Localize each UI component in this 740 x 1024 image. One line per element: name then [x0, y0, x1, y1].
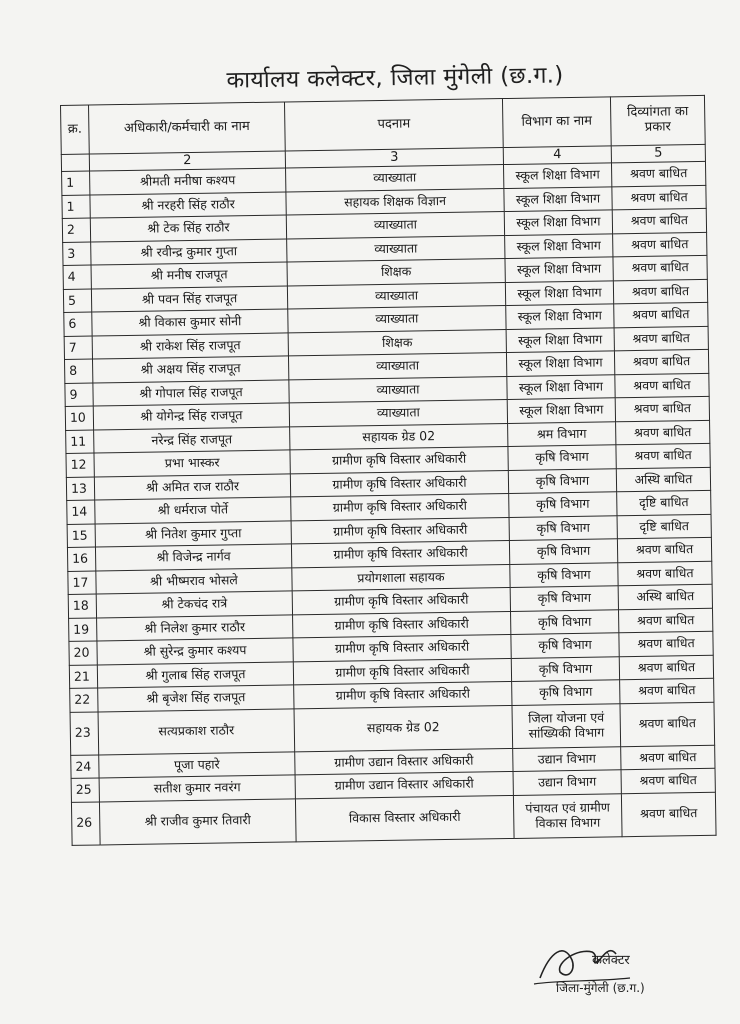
designation-cell: ग्रामीण कृषि विस्तार अधिकारी — [292, 587, 510, 614]
designation-cell: ग्रामीण कृषि विस्तार अधिकारी — [291, 494, 509, 521]
employee-name-cell: सत्यप्रकाश राठौर — [98, 708, 295, 754]
signature-line-1: कलेक्टर — [592, 953, 630, 968]
employee-name-cell: श्री बृजेश सिंह राजपूत — [98, 685, 294, 712]
employee-name-cell: श्री भीष्मराव भोसले — [96, 567, 292, 594]
department-cell: कृषि विभाग — [509, 539, 617, 564]
department-cell: स्कूल शिक्षा विभाग — [507, 398, 615, 423]
employee-name-cell: श्री विजेन्द्र नार्गव — [95, 544, 291, 571]
disability-type-cell: श्रवण बाधित — [614, 326, 708, 351]
employee-name-cell: श्री अक्षय सिंह राजपूत — [92, 356, 288, 383]
header-name: अधिकारी/कर्मचारी का नाम — [89, 102, 286, 154]
disability-type-cell: श्रवण बाधित — [612, 208, 706, 233]
employee-name-cell: प्रभा भास्कर — [94, 450, 290, 477]
serial-cell: 20 — [69, 641, 97, 665]
employee-name-cell: श्री टेक सिंह राठौर — [90, 215, 286, 242]
disability-type-cell: श्रवण बाधित — [620, 702, 715, 746]
serial-cell: 26 — [71, 801, 100, 844]
serial-cell: 1 — [62, 171, 90, 195]
header-designation: पदनाम — [284, 99, 503, 151]
designation-cell: ग्रामीण कृषि विस्तार अधिकारी — [293, 634, 511, 661]
employee-name-cell: श्री गुलाब सिंह राजपूत — [97, 661, 293, 688]
serial-cell: 3 — [63, 242, 91, 266]
designation-cell: व्याख्याता — [288, 306, 506, 333]
employee-name-cell: नरेन्द्र सिंह राजपूत — [94, 426, 290, 453]
disability-type-cell: श्रवण बाधित — [616, 420, 710, 445]
designation-cell: व्याख्याता — [288, 353, 506, 380]
employee-name-cell: श्री नरहरी सिंह राठौर — [90, 191, 286, 218]
serial-cell: 17 — [68, 570, 96, 594]
employee-name-cell: श्री मनीष राजपूत — [91, 262, 287, 289]
employee-name-cell: श्री अमित राज राठौर — [94, 473, 290, 500]
designation-cell: व्याख्याता — [287, 282, 505, 309]
serial-cell: 8 — [64, 359, 92, 383]
serial-cell: 24 — [71, 754, 99, 778]
disability-type-cell: श्रवण बाधित — [616, 443, 710, 468]
disability-type-cell: श्रवण बाधित — [621, 792, 716, 836]
employee-name-cell: श्रीमती मनीषा कश्यप — [90, 168, 286, 195]
disability-type-cell: अस्थि बाधित — [616, 467, 710, 492]
disability-type-cell: दृष्टि बाधित — [617, 490, 711, 515]
department-cell: स्कूल शिक्षा विभाग — [506, 327, 614, 352]
serial-cell: 12 — [66, 453, 94, 477]
designation-cell: ग्रामीण कृषि विस्तार अधिकारी — [293, 658, 511, 685]
serial-cell: 22 — [70, 688, 98, 712]
disability-type-cell: श्रवण बाधित — [620, 678, 714, 703]
disability-type-cell: अस्थि बाधित — [618, 584, 712, 609]
department-cell: स्कूल शिक्षा विभाग — [506, 351, 614, 376]
disability-type-cell: श्रवण बाधित — [615, 396, 709, 421]
employee-name-cell: श्री योगेन्द्र सिंह राजपूत — [93, 403, 289, 430]
department-cell: कृषि विभाग — [510, 562, 618, 587]
employee-name-cell: श्री राकेश सिंह राजपूत — [92, 332, 288, 359]
designation-cell: व्याख्याता — [286, 212, 504, 239]
column-number: 4 — [503, 146, 611, 165]
office-title: कार्यालय कलेक्टर, जिला मुंगेली (छ.ग.) — [226, 62, 564, 94]
department-cell: कृषि विभाग — [510, 586, 618, 611]
disability-type-cell: श्रवण बाधित — [617, 537, 711, 562]
serial-cell: 6 — [64, 312, 92, 336]
designation-cell: ग्रामीण कृषि विस्तार अधिकारी — [291, 517, 509, 544]
employee-name-cell: श्री राजीव कुमार तिवारी — [99, 798, 296, 844]
serial-cell: 13 — [66, 477, 94, 501]
serial-cell: 15 — [67, 524, 95, 548]
department-cell: कृषि विभाग — [511, 656, 619, 681]
serial-cell: 4 — [63, 265, 91, 289]
department-cell: उद्यान विभाग — [513, 770, 621, 795]
serial-cell: 9 — [65, 383, 93, 407]
table-row — [71, 792, 716, 845]
serial-cell: 16 — [67, 547, 95, 571]
serial-cell: 11 — [66, 430, 94, 454]
employee-name-cell: श्री सुरेन्द्र कुमार कश्यप — [97, 638, 293, 665]
serial-cell: 7 — [64, 336, 92, 360]
designation-cell: शिक्षक — [288, 329, 506, 356]
disability-type-cell: श्रवण बाधित — [613, 255, 707, 280]
employee-name-cell: श्री पवन सिंह राजपूत — [91, 285, 287, 312]
employee-table-wrapper — [60, 95, 717, 846]
department-cell: श्रम विभाग — [508, 421, 616, 446]
department-cell: स्कूल शिक्षा विभाग — [507, 374, 615, 399]
designation-cell: सहायक शिक्षक विज्ञान — [286, 188, 504, 215]
designation-cell: ग्रामीण कृषि विस्तार अधिकारी — [293, 611, 511, 638]
designation-cell: ग्रामीण कृषि विस्तार अधिकारी — [290, 447, 508, 474]
department-cell: कृषि विभाग — [508, 445, 616, 470]
serial-cell: 1 — [62, 195, 90, 219]
serial-cell: 19 — [69, 617, 97, 641]
designation-cell: ग्रामीण कृषि विस्तार अधिकारी — [291, 540, 509, 567]
department-cell: कृषि विभाग — [511, 609, 619, 634]
serial-cell: 25 — [71, 778, 99, 802]
disability-type-cell: श्रवण बाधित — [614, 349, 708, 374]
designation-cell: व्याख्याता — [289, 376, 507, 403]
employee-name-cell: श्री गोपाल सिंह राजपूत — [93, 379, 289, 406]
designation-cell: व्याख्याता — [289, 400, 507, 427]
signature-line-2: जिला-मुंगेली (छ.ग.) — [556, 981, 645, 995]
disability-type-cell: श्रवण बाधित — [619, 655, 713, 680]
department-cell: कृषि विभाग — [509, 492, 617, 517]
disability-type-cell: श्रवण बाधित — [613, 279, 707, 304]
employee-name-cell: श्री नितेश कुमार गुप्ता — [95, 520, 291, 547]
designation-cell: व्याख्याता — [286, 165, 504, 192]
designation-cell: ग्रामीण उद्यान विस्तार अधिकारी — [295, 771, 513, 798]
disability-type-cell: श्रवण बाधित — [621, 768, 715, 793]
disability-type-cell: श्रवण बाधित — [614, 302, 708, 327]
serial-cell: 2 — [62, 218, 90, 242]
column-number — [61, 154, 89, 171]
department-cell: कृषि विभाग — [508, 468, 616, 493]
designation-cell: ग्रामीण उद्यान विस्तार अधिकारी — [295, 748, 513, 775]
column-number: 5 — [611, 144, 705, 162]
serial-cell: 14 — [67, 500, 95, 524]
header-disability: दिव्यांगता का प्रकार — [610, 95, 705, 145]
serial-cell: 10 — [65, 406, 93, 430]
disability-type-cell: दृष्टि बाधित — [617, 514, 711, 539]
employee-name-cell: श्री निलेश कुमार राठौर — [97, 614, 293, 641]
serial-cell: 21 — [69, 664, 97, 688]
disability-type-cell: श्रवण बाधित — [611, 161, 705, 186]
department-cell: स्कूल शिक्षा विभाग — [503, 163, 611, 188]
department-cell: कृषि विभाग — [509, 515, 617, 540]
disability-type-cell: श्रवण बाधित — [613, 232, 707, 257]
designation-cell: सहायक ग्रेड 02 — [290, 423, 508, 450]
table-body — [62, 161, 716, 845]
employee-name-cell: श्री रवीन्द्र कुमार गुप्ता — [91, 238, 287, 265]
department-cell: स्कूल शिक्षा विभाग — [504, 210, 612, 235]
employee-name-cell: श्री धर्मराज पोर्ते — [95, 497, 291, 524]
employee-table — [60, 95, 717, 846]
disability-type-cell: श्रवण बाधित — [612, 185, 706, 210]
department-cell: पंचायत एवं ग्रामीण विकास विभाग — [513, 793, 622, 838]
disability-type-cell: श्रवण बाधित — [619, 631, 713, 656]
disability-type-cell: श्रवण बाधित — [618, 608, 712, 633]
disability-type-cell: श्रवण बाधित — [615, 373, 709, 398]
department-cell: जिला योजना एवं सांख्यिकी विभाग — [512, 703, 621, 748]
header-serial: क्र. — [61, 105, 90, 154]
serial-cell: 18 — [68, 594, 96, 618]
department-cell: स्कूल शिक्षा विभाग — [505, 257, 613, 282]
serial-cell: 5 — [63, 289, 91, 313]
employee-name-cell: पूजा पहारे — [99, 751, 295, 778]
department-cell: कृषि विभाग — [511, 633, 619, 658]
designation-cell: ग्रामीण कृषि विस्तार अधिकारी — [294, 681, 512, 708]
department-cell: स्कूल शिक्षा विभाग — [505, 280, 613, 305]
designation-cell: सहायक ग्रेड 02 — [294, 705, 513, 751]
header-department: विभाग का नाम — [502, 97, 611, 148]
employee-name-cell: श्री विकास कुमार सोनी — [92, 309, 288, 336]
department-cell: स्कूल शिक्षा विभाग — [505, 233, 613, 258]
employee-name-cell: सतीश कुमार नवरंग — [99, 775, 295, 802]
designation-cell: शिक्षक — [287, 259, 505, 286]
designation-cell: ग्रामीण कृषि विस्तार अधिकारी — [290, 470, 508, 497]
designation-cell: प्रयोगशाला सहायक — [292, 564, 510, 591]
column-number: 3 — [285, 148, 503, 168]
disability-type-cell: श्रवण बाधित — [621, 745, 715, 770]
department-cell: स्कूल शिक्षा विभाग — [506, 304, 614, 329]
designation-cell: व्याख्याता — [287, 235, 505, 262]
serial-cell: 23 — [70, 711, 99, 754]
column-number: 2 — [89, 151, 285, 171]
designation-cell: विकास विस्तार अधिकारी — [295, 795, 514, 841]
department-cell: कृषि विभाग — [512, 680, 620, 705]
employee-name-cell: श्री टेकचंद रात्रे — [96, 591, 292, 618]
collector-signature-stamp — [520, 932, 690, 1002]
department-cell: उद्यान विभाग — [513, 746, 621, 771]
department-cell: स्कूल शिक्षा विभाग — [504, 186, 612, 211]
disability-type-cell: श्रवण बाधित — [618, 561, 712, 586]
